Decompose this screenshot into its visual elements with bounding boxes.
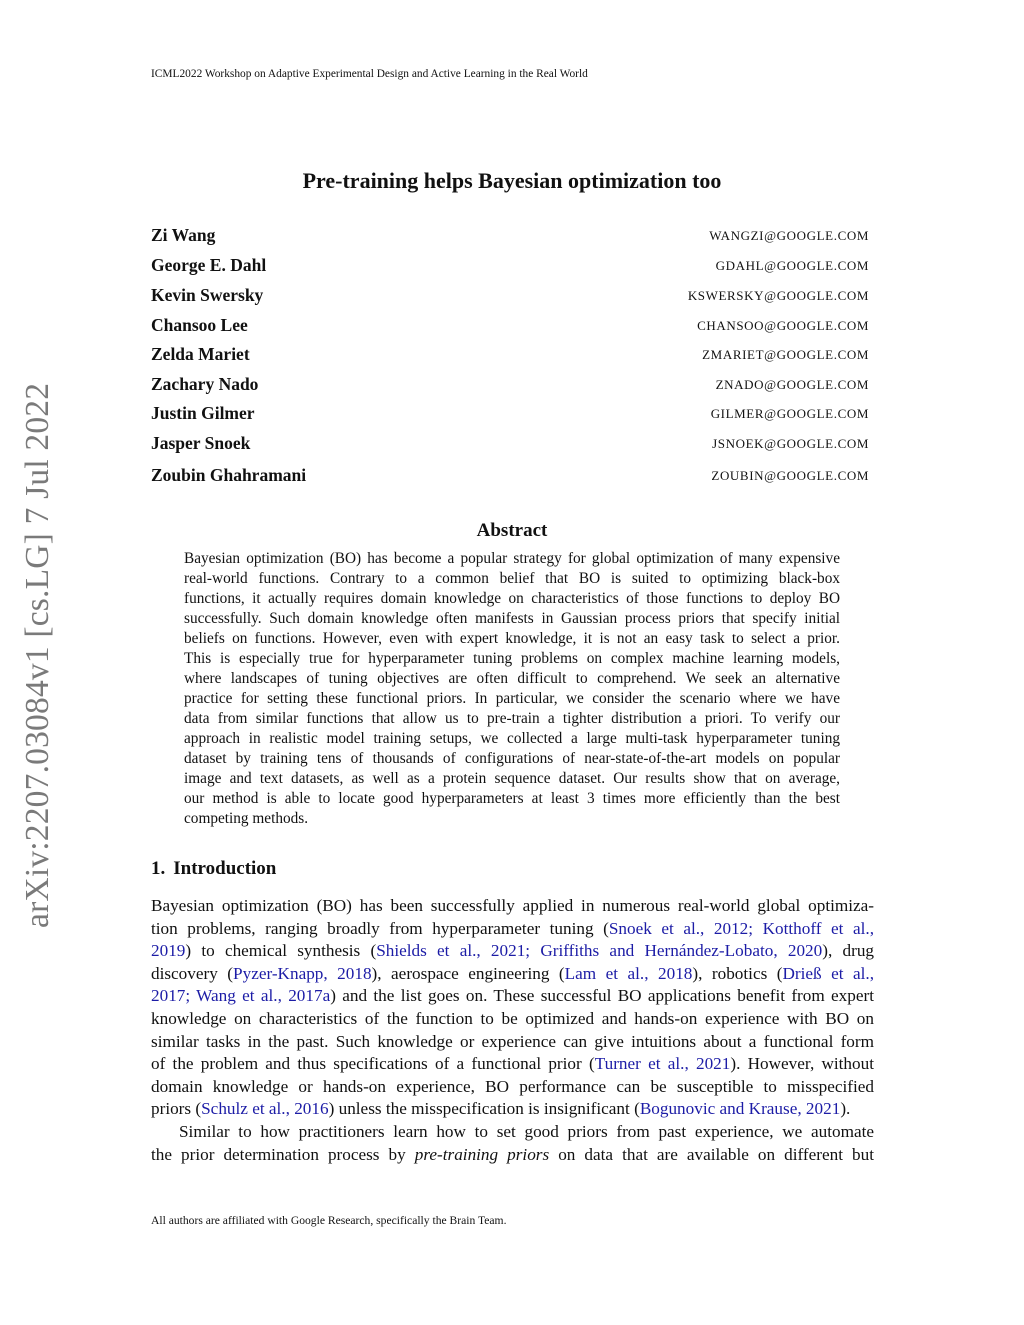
intro-line [151,1098,874,1121]
author-email[interactable]: KSWERSKY@GOOGLE.COM [687,288,869,303]
intro-line [151,1053,874,1076]
intro-line [151,1121,874,1144]
citation-link[interactable]: Lam et al., 2018 [564,963,693,983]
abstract-line: practice for setting these functional priors. In particular, we consider the scenario where we have [184,690,840,707]
intro-text: ), drug [822,941,875,961]
intro-line [151,1076,874,1099]
abstract-heading: Abstract [476,520,548,541]
introduction-body [151,895,874,1166]
abstract-line: competing methods. [184,810,309,827]
citation-link[interactable]: Snoek et al., 2012; Kotthoff et al., [608,918,874,938]
author-name: Justin Gilmer [151,403,255,423]
abstract-line: functions, it actually requires domain knowledge on characteristics of those functions to deploy BO [184,590,840,607]
author-email[interactable]: ZMARIET@GOOGLE.COM [702,347,869,362]
intro-text: on data that are available on different but [549,1144,874,1164]
intro-line [151,895,874,918]
author-name: George E. Dahl [151,255,267,275]
section-title: Introduction [173,858,277,879]
intro-text: domain knowledge or hands-on experience, BO performance can be susceptible to misspecified [151,1076,874,1096]
intro-text: Bayesian optimization (BO) has been successfully applied in numerous real-world global optimiza- [151,896,874,915]
abstract-line: our method is able to locate good hyperparameters at least 3 times more efficiently than the best [184,790,840,807]
arxiv-sidebar-id: arXiv:2207.03084v1 [cs.LG] 7 Jul 2022 [19,382,56,928]
author-row [151,374,869,396]
section-number: 1. [151,858,166,879]
author-email[interactable]: ZOUBIN@GOOGLE.COM [711,468,869,483]
abstract-line: real-world functions. Contrary to a common belief that BO is suited to optimizing black-box [184,570,840,587]
citation-link[interactable]: 2019 [151,941,186,961]
author-row [151,465,869,487]
abstract-line: beliefs on functions. However, even with expert knowledge, it is not an easy task to select a prior. [184,630,840,647]
abstract-line: data from similar functions that allow us to pre-train a tighter distribution a priori. To verify our [184,710,840,727]
author-email[interactable]: CHANSOO@GOOGLE.COM [697,318,869,333]
intro-line [151,963,874,986]
citation-link[interactable]: Schulz et al., 2016 [201,1099,329,1119]
intro-line [151,1031,874,1054]
emphasis-text: pre-training priors [414,1144,550,1164]
author-email[interactable]: GDAHL@GOOGLE.COM [715,258,869,273]
intro-text: ). However, without [730,1054,874,1074]
abstract-line: This is especially true for hyperparameter tuning problems on complex machine learning models, [184,650,840,667]
author-email[interactable]: ZNADO@GOOGLE.COM [715,377,869,392]
intro-text: knowledge on characteristics of the function to be optimized and hands-on experience with BO on [151,1008,874,1028]
footnote: All authors are affiliated with Google Research, specifically the Brain Team. [151,1214,507,1227]
intro-text: ) to chemical synthesis ( [185,941,377,961]
section-heading-introduction [151,858,276,880]
abstract-line: image and text datasets, as well as a protein sequence dataset. Our results show that on average, [184,770,840,787]
author-row [151,225,869,247]
author-name: Zi Wang [151,225,216,245]
citation-link[interactable]: Shields et al., 2021; Griffiths and Hernández-Lobato, 2020 [376,941,823,961]
intro-text: of the problem and thus specifications of a functional prior ( [151,1054,595,1074]
intro-line [151,1008,874,1031]
abstract-line: successfully. Such domain knowledge often manifests in Gaussian process priors that specify initial [184,610,840,627]
intro-line [151,940,874,963]
author-row [151,285,869,307]
intro-text: ) unless the misspecification is insignificant ( [328,1099,640,1119]
abstract-line: dataset by training tens of thousands of configurations of near-state-of-the-art models on popular [184,750,840,767]
abstract-line: Bayesian optimization (BO) has become a popular strategy for global optimization of many expensive [184,550,840,567]
intro-text: ) and the list goes on. These successful BO applications benefit from expert [330,986,874,1006]
author-email[interactable]: GILMER@GOOGLE.COM [710,406,869,421]
author-email[interactable]: WANGZI@GOOGLE.COM [709,228,869,243]
citation-link[interactable]: Turner et al., 2021 [594,1054,731,1074]
intro-text: the prior determination process by [151,1144,415,1164]
intro-line [151,918,874,941]
intro-text: similar tasks in the past. Such knowledge or experience can give intuitions about a functional form [151,1031,874,1051]
intro-text: Similar to how practitioners learn how to set good priors from past experience, we automate [179,1121,874,1141]
citation-link[interactable]: Drieß et al., [782,963,874,983]
intro-text: ). [840,1099,851,1119]
citation-link[interactable]: Bogunovic and Krause, 2021 [639,1099,841,1119]
author-row [151,255,869,277]
intro-text: discovery ( [151,963,234,983]
author-name: Chansoo Lee [151,315,248,335]
author-row [151,403,869,425]
author-name: Zoubin Ghahramani [151,465,307,485]
abstract-line: where landscapes of tuning objectives are often difficult to comprehend. We seek an alternative [184,670,840,687]
author-name: Kevin Swersky [151,285,264,305]
intro-text: ), robotics ( [692,963,783,983]
intro-text: priors ( [151,1099,202,1119]
intro-line [151,1144,874,1167]
venue-header: ICML2022 Workshop on Adaptive Experimental Design and Active Learning in the Real World [151,68,588,80]
author-name: Jasper Snoek [151,433,251,453]
abstract-line: approach in realistic model training setups, we collected a large multi-task hyperparameter tuning [184,730,840,747]
intro-line [151,985,874,1008]
author-row [151,344,869,366]
intro-text: ), aerospace engineering ( [371,963,565,983]
paper-title: Pre-training helps Bayesian optimization too [302,168,722,193]
author-row [151,315,869,337]
abstract-body [184,549,840,829]
citation-link[interactable]: Pyzer-Knapp, 2018 [233,963,372,983]
author-name: Zelda Mariet [151,344,250,364]
author-name: Zachary Nado [151,374,259,394]
citation-link[interactable]: 2017; Wang et al., 2017a [151,986,331,1006]
author-row [151,433,869,455]
intro-text: tion problems, ranging broadly from hyperparameter tuning ( [151,918,609,938]
author-email[interactable]: JSNOEK@GOOGLE.COM [712,436,869,451]
